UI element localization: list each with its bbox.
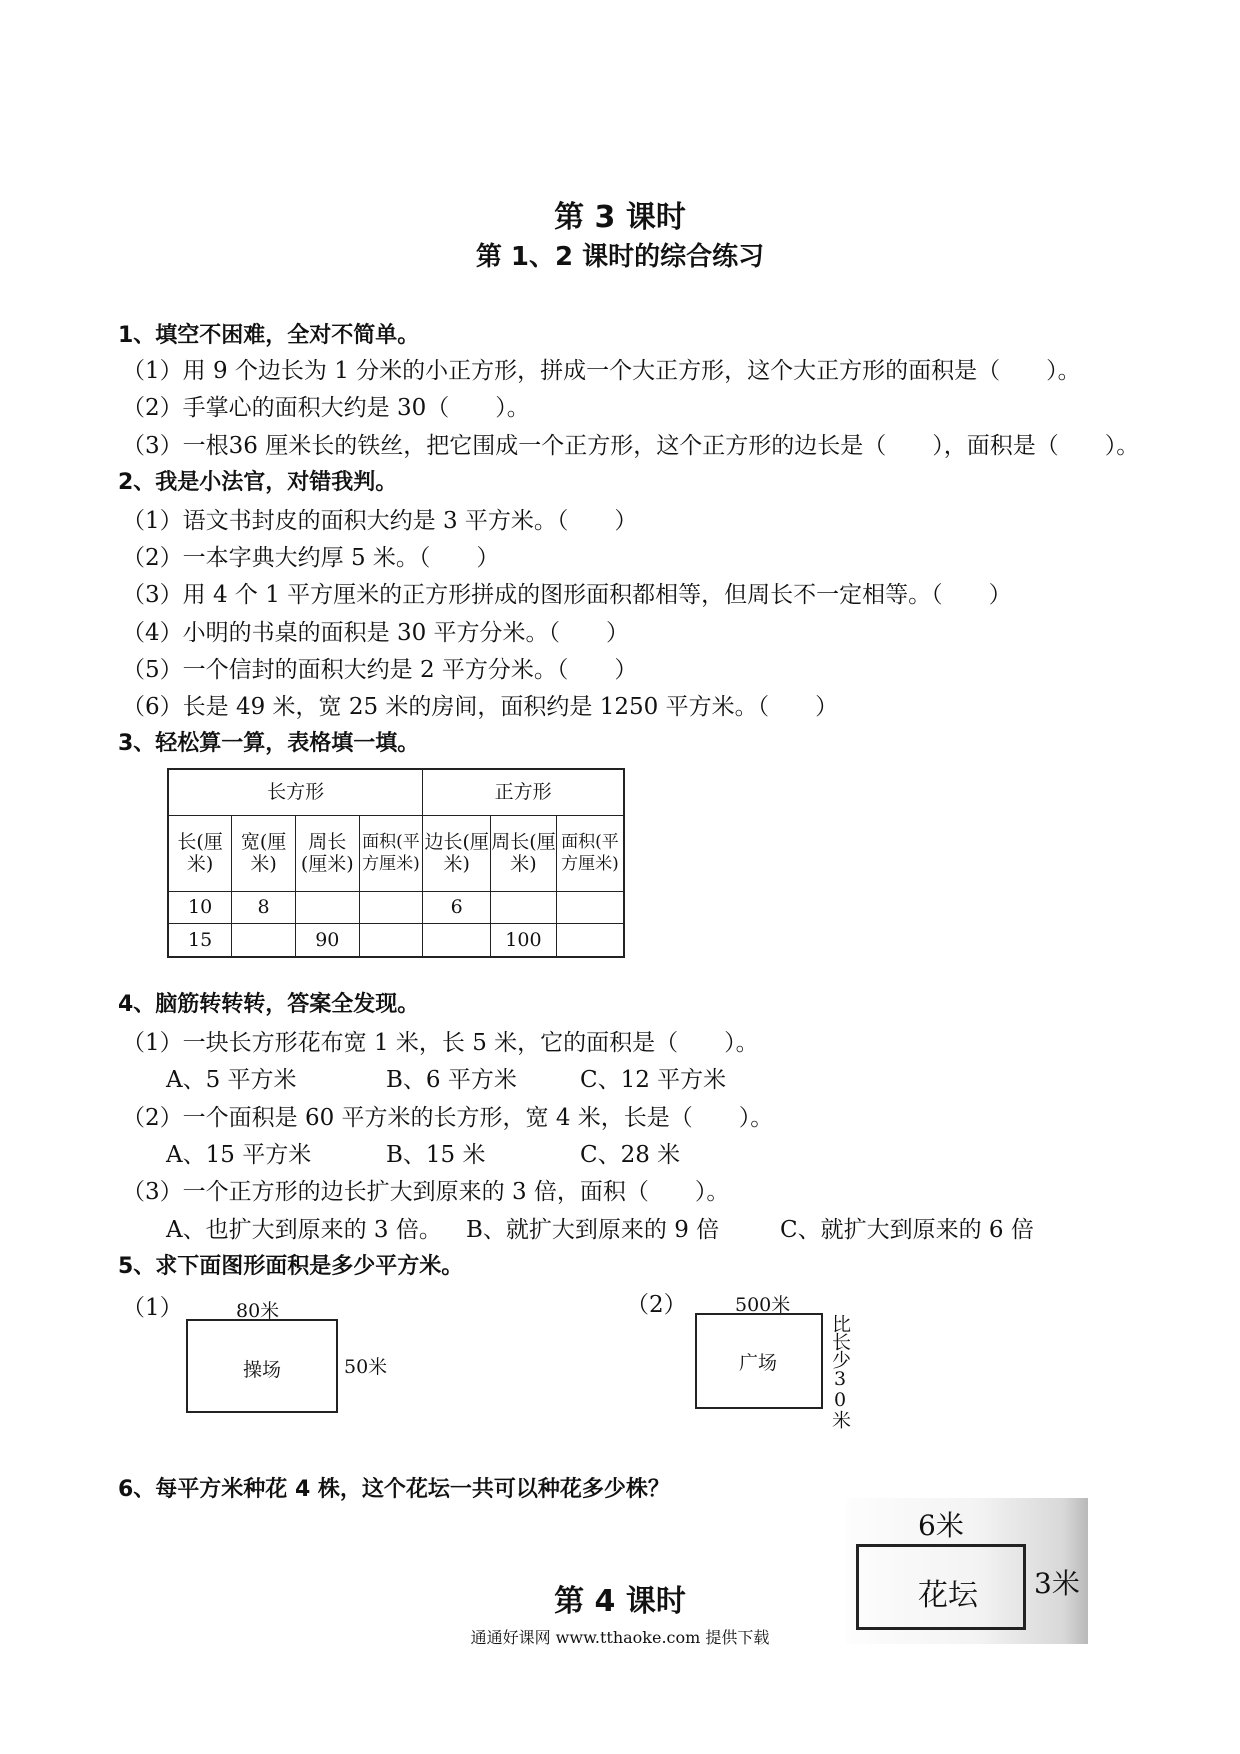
table-cell [359,891,423,923]
table-cell: 10 [168,891,232,923]
flowerbed-right-dimension: 3米 [1034,1567,1080,1600]
column-header: 宽(厘米) [232,815,296,891]
q6-heading: 6、每平方米种花 4 株，这个花坛一共可以种花多少株？ [118,1477,670,1502]
q4-option: C、就扩大到原来的 6 倍 [780,1217,1034,1243]
column-header: 面积(平方厘米) [359,815,423,891]
table-cell: 6 [423,891,491,923]
calc-table [167,768,625,958]
q4-question: （2）一个面积是 60 平方米的长方形，宽 4 米，长是（ ）。 [122,1105,774,1131]
q1-item: （1）用 9 个边长为 1 分米的小正方形，拼成一个大正方形，这个大正方形的面积是（ ）。 [122,358,1081,384]
q4-heading: 4、脑筋转转转，答案全发现。 [118,992,420,1017]
q4-option: C、12 平方米 [580,1067,727,1093]
group-header-rectangle: 长方形 [168,769,423,815]
page-subtitle: 第 1、2 课时的综合练习 [475,242,765,272]
q2-item: （5）一个信封的面积大约是 2 平方分米。（ ） [122,657,638,683]
table-cell: 90 [295,923,359,957]
q2-item: （6）长是 49 米，宽 25 米的房间，面积约是 1250 平方米。（ ） [122,694,839,720]
table-row [168,891,624,923]
q1-item: （3）一根36 厘米长的铁丝，把它围成一个正方形，这个正方形的边长是（ ），面积是（ ）。 [122,433,1140,459]
q3-heading: 3、轻松算一算，表格填一填。 [118,731,420,756]
column-header: 周长(厘米) [491,815,557,891]
table-cell [423,923,491,957]
table-cell [556,891,624,923]
q4-question: （1）一块长方形花布宽 1 米，长 5 米，它的面积是（ ）。 [122,1030,759,1056]
q4-option: A、也扩大到原来的 3 倍。 [166,1217,442,1243]
table-cell: 15 [168,923,232,957]
table-cell: 100 [491,923,557,957]
q2-heading: 2、我是小法官，对错我判。 [118,470,398,495]
table-cell [359,923,423,957]
q2-item: （1）语文书封皮的面积大约是 3 平方米。（ ） [122,508,638,534]
q4-option: B、6 平方米 [386,1067,517,1093]
figure-1-right-dimension: 50米 [344,1356,388,1378]
table-cell [232,923,296,957]
figure-1-center-label: 操场 [243,1359,282,1381]
table-cell [556,923,624,957]
q2-item: （4）小明的书桌的面积是 30 平方分米。（ ） [122,620,630,646]
table-cell: 8 [232,891,296,923]
group-header-square: 正方形 [423,769,624,815]
q2-item: （2）一本字典大约厚 5 米。（ ） [122,545,500,571]
q5-heading: 5、求下面图形面积是多少平方米。 [118,1254,464,1279]
column-header: 长(厘米) [168,815,232,891]
figure-2-center-label: 广场 [739,1352,778,1374]
column-header: 面积(平方厘米) [556,815,624,891]
footer-credit: 通通好课网 www.tthaoke.com 提供下载 [470,1628,770,1647]
q1-item: （2）手掌心的面积大约是 30（ ）。 [122,395,530,421]
q4-question: （3）一个正方形的边长扩大到原来的 3 倍，面积（ ）。 [122,1179,730,1205]
column-header: 周长(厘米) [295,815,359,891]
flowerbed-center-label: 花坛 [918,1578,978,1613]
next-lesson-title: 第 4 课时 [554,1584,686,1619]
table-cell [295,891,359,923]
q2-item: （3）用 4 个 1 平方厘米的正方形拼成的图形面积都相等，但周长不一定相等。（ ） [122,582,1012,608]
q4-option: A、15 平方米 [166,1142,312,1168]
q4-option: B、就扩大到原来的 9 倍 [466,1217,720,1243]
figure-2-right-dimension: 比长少30米 [829,1314,851,1428]
q1-heading: 1、填空不困难，全对不简单。 [118,323,420,348]
figure-1-label: （1） [122,1295,183,1321]
figure-2-label: （2） [626,1292,687,1318]
flowerbed-top-dimension: 6米 [918,1509,964,1542]
column-header: 边长(厘米) [423,815,491,891]
page-title: 第 3 课时 [554,200,686,235]
q4-option: B、15 米 [386,1142,486,1168]
figure-2-top-dimension: 500米 [735,1294,791,1316]
figure-1-top-dimension: 80米 [236,1300,280,1322]
table-cell [491,891,557,923]
table-row [168,923,624,957]
q4-option: C、28 米 [580,1142,681,1168]
q4-option: A、5 平方米 [166,1067,297,1093]
